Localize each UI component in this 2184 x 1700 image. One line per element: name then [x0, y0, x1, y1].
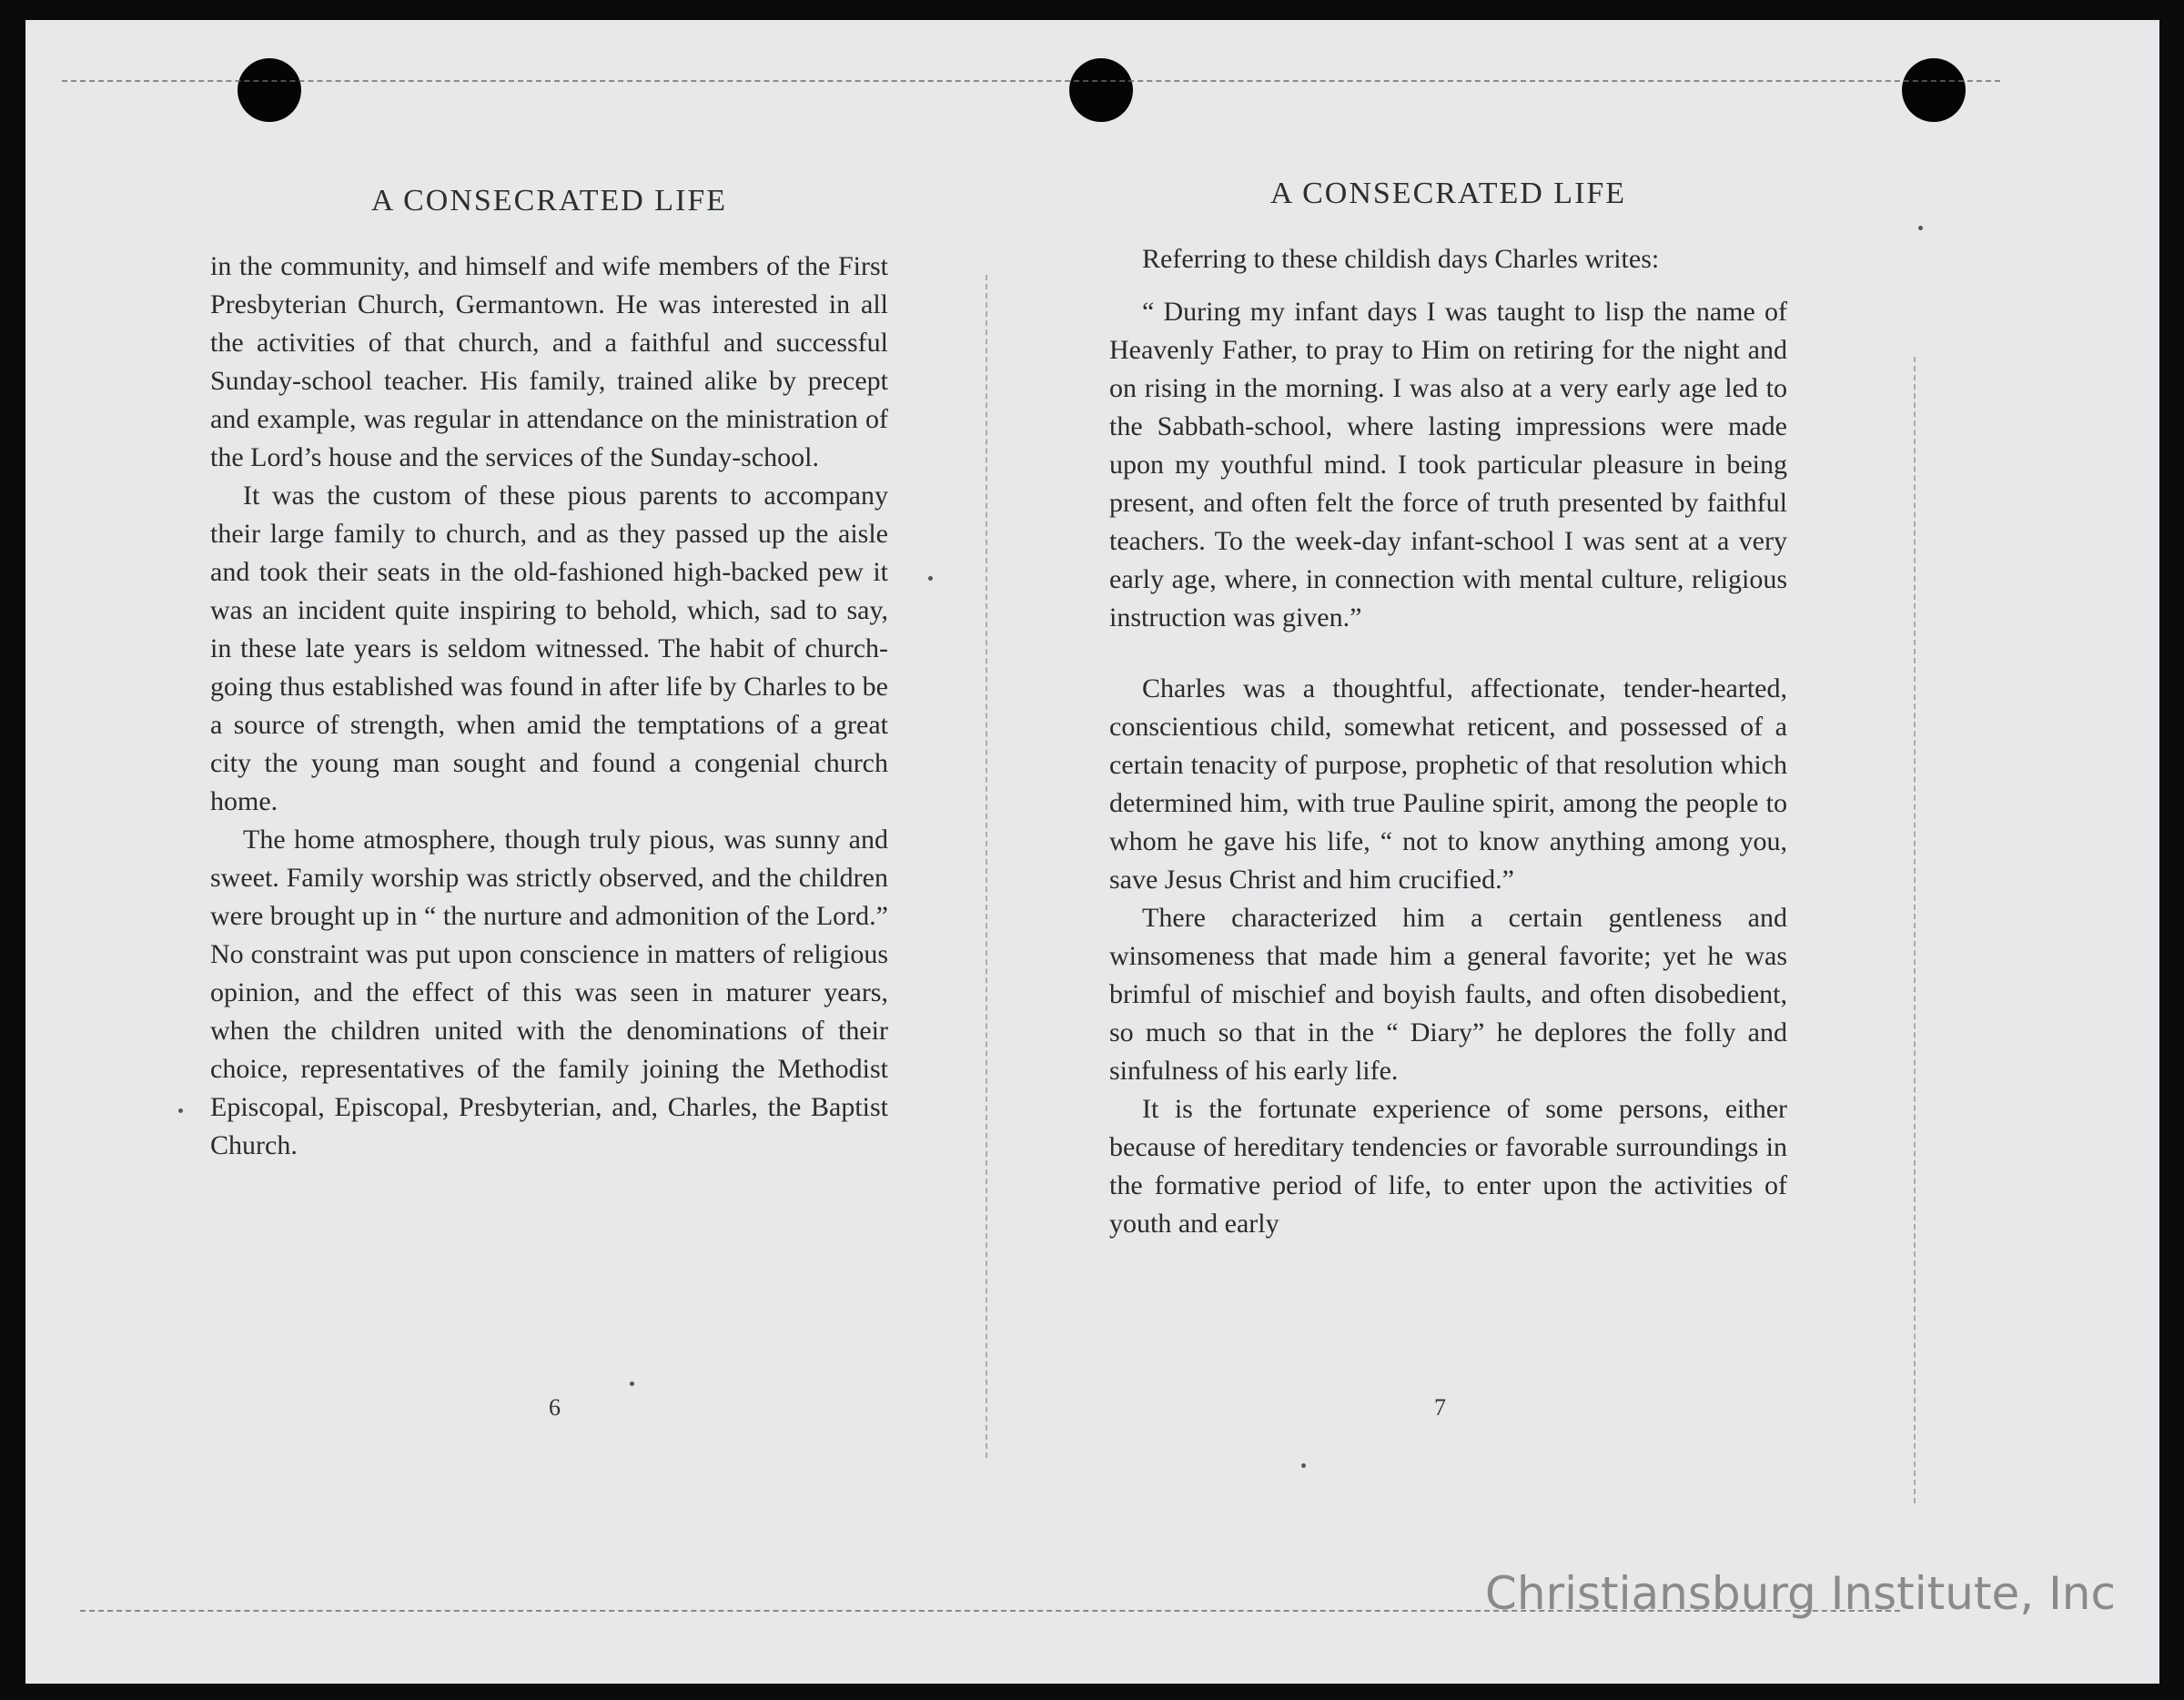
left-paragraph-2: It was the custom of these pious parents to accompany their large family to church, and as they passed up the aisle and took their seats in the old-fashioned high-backed pew it was an incident quite inspiring to behold, which, sad to say, in these late years is seldom witnessed. The habit of church-going thus established was found in after life by Charles to be a source of strength, when amid the temptations of a great city the young man sought and found a congenial church home. — [210, 481, 888, 816]
right-paragraph-3: Charles was a thoughtful, affectionate, tender-hearted, conscientious child, somewhat reticent, and possessed of a certain tenacity of purpose, prophetic of that resolution which determined him, with true Pauline spirit, among the people to whom he gave his life, “ not to know anything among you, save Jesus Christ and him crucified.” — [1109, 673, 1787, 895]
punch-hole-left — [238, 58, 301, 122]
right-running-head: A CONSECRATED LIFE — [1269, 177, 1627, 210]
left-page — [210, 184, 888, 1165]
scan-artifact-top-line — [62, 80, 2000, 82]
left-page-number: 6 — [549, 1394, 561, 1421]
punch-hole-center — [1069, 58, 1133, 122]
watermark-text: Christiansburg Institute, Inc — [1484, 1567, 2116, 1620]
right-page — [1109, 177, 1787, 1243]
right-paragraph-4: There characterized him a certain gentleness and winsomeness that made him a general favorite; yet he was brimful of mischief and boyish faults, and often disobedient, so much so that in the “ Diary” he deplores the folly and sinfulness of his early life. — [1109, 903, 1787, 1086]
scan-speck — [928, 576, 933, 581]
left-paragraph-1: in the community, and himself and wife members of the First Presbyterian Church, Germantown. He was interested in all the activities of that church, and a faithful and successful Sunday-school teacher. His family, trained alike by precept and example, was regular in attendance on the ministration of the Lord’s house and the services of the Sunday-school. — [210, 251, 888, 472]
scanned-sheet — [25, 20, 2159, 1684]
right-page-number: 7 — [1434, 1394, 1446, 1421]
left-paragraph-3: The home atmosphere, though truly pious, was sunny and sweet. Family worship was strictly observed, and the children were brought up in “ the nurture and admonition of the Lord.” No constraint was put upon conscience in matters of religious opinion, and the effect of this was seen in maturer years, when the children united with the denominations of their choice, representatives of the family joining the Methodist Episcopal, Episcopal, Presbyterian, and, Charles, the Baptist Church. — [210, 825, 888, 1160]
scan-speck — [630, 1381, 634, 1386]
left-running-head: A CONSECRATED LIFE — [370, 184, 728, 218]
scan-artifact-right-edge-line — [1914, 357, 1916, 1503]
right-quote-paragraph: “ During my infant days I was taught to lisp the name of Heavenly Father, to pray to Him on retiring for the night and on rising in the morning. I was also at a very early age led to the Sabbath-school, where lasting impressions were made upon my youthful mind. I took particular pleasure in being present, and often felt the force of truth presented by faithful teachers. To the week-day infant-school I was sent at a very early age, where, in connection with mental culture, religious instruction was given.” — [1109, 297, 1787, 632]
scan-artifact-gutter-line — [986, 275, 987, 1458]
scan-speck — [1301, 1463, 1306, 1468]
scan-speck — [1918, 226, 1923, 230]
right-paragraph-1: Referring to these childish days Charles writes: — [1142, 244, 1660, 274]
right-paragraph-5: It is the fortunate experience of some persons, either because of hereditary tendencies or favorable surroundings in the formative period of life, to enter upon the activities of youth and early — [1109, 1094, 1787, 1239]
scan-speck — [178, 1108, 183, 1113]
punch-hole-right — [1902, 58, 1966, 122]
